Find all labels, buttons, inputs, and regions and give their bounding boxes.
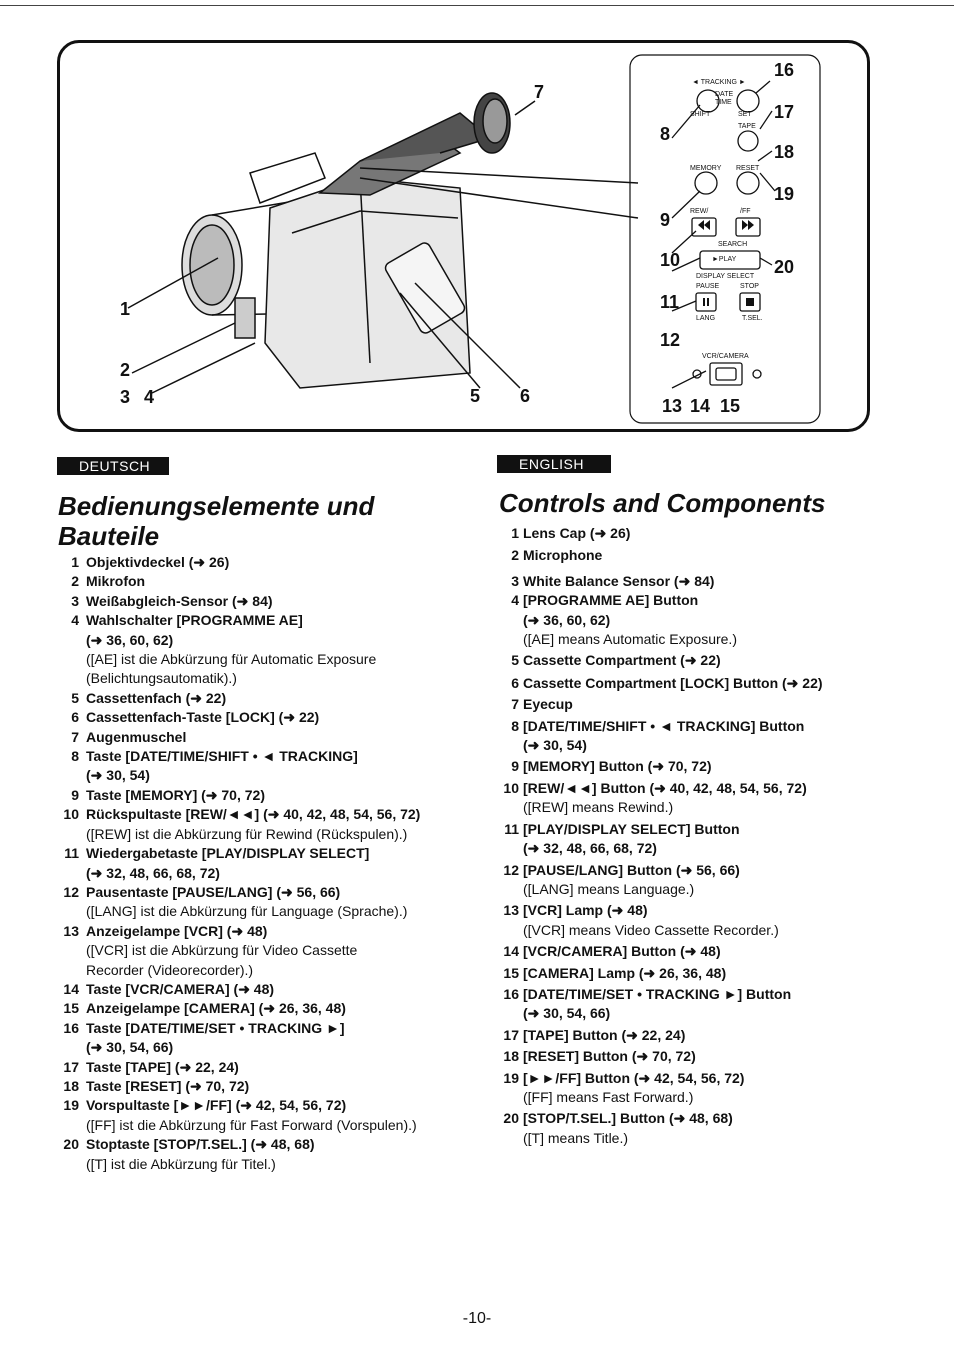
item-number: 20 bbox=[63, 1136, 79, 1153]
item-number: 11 bbox=[64, 845, 79, 862]
label-pause: PAUSE bbox=[696, 283, 720, 290]
list-item bbox=[503, 546, 923, 565]
list-item bbox=[62, 747, 462, 786]
callout-8: 8 bbox=[660, 124, 671, 144]
item-label: Stoptaste [STOP/T.SEL.] (➜ 48, 68) bbox=[86, 1136, 315, 1153]
item-label: Wahlschalter [PROGRAMME AE] bbox=[86, 612, 303, 629]
item-number: 18 bbox=[63, 1077, 79, 1094]
item-label: [RESET] Button (➜ 70, 72) bbox=[523, 1048, 696, 1065]
item-label: Cassette Compartment [LOCK] Button (➜ 22) bbox=[523, 674, 823, 691]
item-label: Vorspultaste [►►/FF] (➜ 42, 54, 56, 72) bbox=[86, 1097, 347, 1114]
callout-2: 2 bbox=[120, 360, 131, 380]
item-number: 2 bbox=[71, 573, 79, 590]
item-label: [PROGRAMME AE] Button bbox=[523, 592, 699, 609]
item-label: Anzeigelampe [CAMERA] (➜ 26, 36, 48) bbox=[86, 1000, 346, 1017]
item-number: 5 bbox=[511, 652, 519, 669]
item-note: ([REW] means Rewind.) bbox=[523, 799, 674, 816]
item-note: ([LANG] ist die Abkürzung für Language (Sprache).) bbox=[86, 903, 408, 920]
item-label: Cassettenfach-Taste [LOCK] (➜ 22) bbox=[86, 709, 320, 726]
item-number: 15 bbox=[503, 964, 519, 981]
item-number: 13 bbox=[63, 922, 79, 939]
label-display-select: DISPLAY SELECT bbox=[696, 273, 755, 280]
item-label: [TAPE] Button (➜ 22, 24) bbox=[523, 1026, 686, 1043]
item-number: 11 bbox=[504, 820, 519, 837]
list-item bbox=[62, 708, 462, 727]
callout-6: 6 bbox=[520, 386, 531, 406]
item-label: Cassette Compartment (➜ 22) bbox=[523, 652, 721, 669]
list-item bbox=[503, 695, 923, 714]
item-number: 15 bbox=[63, 1000, 79, 1017]
item-label: Anzeigelampe [VCR] (➜ 48) bbox=[86, 922, 268, 939]
item-label: (➜ 30, 54, 66) bbox=[523, 1005, 611, 1022]
list-item bbox=[503, 524, 923, 543]
top-rule bbox=[0, 5, 954, 6]
item-number: 20 bbox=[503, 1110, 519, 1127]
list-item bbox=[62, 1135, 462, 1174]
item-number: 12 bbox=[63, 883, 79, 900]
callout-11: 11 bbox=[660, 292, 680, 312]
item-label: Weißabgleich-Sensor (➜ 84) bbox=[86, 592, 273, 609]
callout-18: 18 bbox=[774, 142, 795, 162]
deutsch-title-line2: Bauteile bbox=[58, 521, 160, 551]
item-label: (➜ 32, 48, 66, 68, 72) bbox=[86, 864, 220, 881]
list-item bbox=[503, 591, 923, 649]
item-label: Lens Cap (➜ 26) bbox=[523, 525, 631, 541]
list-item bbox=[62, 1077, 462, 1096]
label-tape: TAPE bbox=[738, 123, 756, 130]
item-number: 2 bbox=[511, 547, 519, 564]
item-number: 17 bbox=[63, 1058, 79, 1075]
list-item bbox=[62, 689, 462, 708]
list-item bbox=[503, 717, 923, 756]
item-note: Recorder (Videorecorder).) bbox=[86, 961, 254, 978]
list-item bbox=[62, 883, 462, 922]
item-number: 6 bbox=[71, 709, 79, 726]
callout-17: 17 bbox=[774, 102, 795, 122]
list-item bbox=[503, 757, 923, 776]
callout-19: 19 bbox=[774, 184, 795, 204]
label-ff: /FF bbox=[740, 208, 751, 215]
item-number: 8 bbox=[511, 717, 519, 734]
item-note: ([VCR] means Video Cassette Recorder.) bbox=[523, 921, 779, 938]
item-label: (➜ 32, 48, 66, 68, 72) bbox=[523, 840, 657, 857]
item-number: 3 bbox=[511, 572, 519, 589]
label-search: SEARCH bbox=[718, 241, 748, 248]
item-number: 17 bbox=[503, 1026, 519, 1043]
label-rew: REW/ bbox=[690, 208, 709, 215]
item-label: [VCR/CAMERA] Button (➜ 48) bbox=[523, 943, 721, 960]
list-item bbox=[503, 820, 923, 859]
callout-9: 9 bbox=[660, 210, 671, 230]
item-label: [►►/FF] Button (➜ 42, 54, 56, 72) bbox=[523, 1069, 745, 1086]
label-set: SET bbox=[738, 111, 752, 118]
item-number: 5 bbox=[71, 689, 79, 706]
item-note: ([REW] ist die Abkürzung für Rewind (Rückspulen).) bbox=[86, 825, 408, 842]
item-number: 7 bbox=[511, 696, 519, 713]
label-vcr-camera: VCR/CAMERA bbox=[702, 353, 749, 360]
english-title: Controls and Components bbox=[499, 488, 826, 518]
item-number: 14 bbox=[503, 943, 519, 960]
label-shift: SHIFT bbox=[690, 111, 711, 118]
camcorder-illustration bbox=[60, 43, 873, 435]
item-number: 3 bbox=[71, 592, 79, 609]
item-label: Mikrofon bbox=[86, 573, 146, 590]
list-item bbox=[503, 572, 923, 591]
item-number: 9 bbox=[71, 786, 79, 803]
item-label: Rückspultaste [REW/◄◄] (➜ 40, 42, 48, 54, 56, 72) bbox=[86, 806, 421, 823]
item-label: [DATE/TIME/SHIFT • ◄ TRACKING] Button bbox=[523, 717, 805, 734]
item-label: [DATE/TIME/SET • TRACKING ►] Button bbox=[523, 985, 792, 1002]
item-number: 8 bbox=[71, 748, 79, 765]
deutsch-title-line1: Bedienungselemente und bbox=[58, 491, 375, 521]
english-tag: ENGLISH bbox=[497, 455, 611, 473]
item-label: Objektivdeckel (➜ 26) bbox=[86, 554, 230, 570]
callout-5: 5 bbox=[470, 386, 481, 406]
list-item bbox=[503, 901, 923, 940]
item-label: Taste [MEMORY] (➜ 70, 72) bbox=[86, 786, 265, 803]
item-note: ([VCR] ist die Abkürzung für Video Cassette bbox=[86, 942, 358, 959]
item-number: 19 bbox=[63, 1097, 79, 1114]
callout-3: 3 bbox=[120, 387, 131, 407]
camcorder-figure bbox=[57, 40, 870, 432]
list-item bbox=[62, 805, 462, 844]
page-number: -10- bbox=[462, 1310, 492, 1327]
list-item bbox=[62, 728, 462, 747]
callout-20: 20 bbox=[774, 257, 795, 277]
label-tracking: ◄ TRACKING ► bbox=[692, 79, 746, 86]
list-item bbox=[503, 1047, 923, 1066]
item-label: [VCR] Lamp (➜ 48) bbox=[523, 902, 648, 919]
callout-12: 12 bbox=[660, 330, 681, 350]
item-label: Eyecup bbox=[523, 696, 573, 713]
item-number: 19 bbox=[503, 1069, 519, 1086]
list-item bbox=[62, 786, 462, 805]
item-number: 1 bbox=[511, 525, 519, 541]
callout-15: 15 bbox=[720, 396, 741, 416]
list-item bbox=[62, 980, 462, 999]
list-item bbox=[503, 1109, 923, 1148]
list-item bbox=[62, 999, 462, 1018]
label-date: DATE bbox=[715, 91, 734, 98]
item-number: 12 bbox=[503, 861, 519, 878]
item-label: [CAMERA] Lamp (➜ 26, 36, 48) bbox=[523, 964, 727, 981]
callout-13: 13 bbox=[662, 396, 683, 416]
item-label: (➜ 30, 54, 66) bbox=[86, 1039, 174, 1056]
item-number: 10 bbox=[503, 779, 519, 796]
list-item bbox=[62, 553, 462, 572]
list-item bbox=[503, 964, 923, 983]
list-item bbox=[503, 1069, 923, 1108]
list-item bbox=[503, 1026, 923, 1045]
item-number: 10 bbox=[63, 806, 79, 823]
item-label: [MEMORY] Button (➜ 70, 72) bbox=[523, 758, 712, 775]
label-lang: LANG bbox=[696, 315, 716, 322]
item-label: (➜ 30, 54) bbox=[86, 767, 150, 784]
item-label: [PLAY/DISPLAY SELECT] Button bbox=[523, 820, 740, 837]
english-list bbox=[503, 524, 923, 1148]
list-item bbox=[62, 1019, 462, 1058]
item-number: 1 bbox=[71, 554, 79, 570]
item-label: White Balance Sensor (➜ 84) bbox=[523, 572, 715, 589]
item-label: Augenmuschel bbox=[86, 728, 187, 745]
label-time: TIME bbox=[715, 99, 732, 106]
item-label: (➜ 30, 54) bbox=[523, 737, 587, 754]
list-item bbox=[62, 592, 462, 611]
item-note: ([FF] means Fast Forward.) bbox=[523, 1088, 694, 1105]
callout-4: 4 bbox=[144, 387, 155, 407]
item-note: ([T] ist die Abkürzung für Titel.) bbox=[86, 1155, 276, 1172]
deutsch-tag: DEUTSCH bbox=[57, 457, 169, 475]
list-item bbox=[503, 861, 923, 900]
item-note: ([T] means Title.) bbox=[523, 1129, 629, 1146]
item-number: 7 bbox=[71, 728, 79, 745]
item-note: ([AE] ist die Abkürzung für Automatic Exposure bbox=[86, 651, 377, 668]
list-item bbox=[503, 942, 923, 961]
list-item bbox=[62, 572, 462, 591]
item-label: (➜ 36, 60, 62) bbox=[86, 631, 174, 648]
item-label: Microphone bbox=[523, 547, 603, 564]
item-label: Taste [TAPE] (➜ 22, 24) bbox=[86, 1058, 239, 1075]
label-tsel: T.SEL. bbox=[742, 315, 763, 322]
deutsch-list bbox=[62, 553, 462, 1174]
item-label: Taste [DATE/TIME/SHIFT • ◄ TRACKING] bbox=[86, 748, 358, 765]
item-number: 13 bbox=[503, 902, 519, 919]
label-stop: STOP bbox=[740, 283, 759, 290]
list-item bbox=[62, 1058, 462, 1077]
item-number: 16 bbox=[503, 985, 519, 1002]
item-number: 9 bbox=[511, 758, 519, 775]
item-number: 18 bbox=[503, 1048, 519, 1065]
list-item bbox=[62, 844, 462, 883]
list-item bbox=[503, 674, 923, 693]
item-note: ([FF] ist die Abkürzung für Fast Forward (Vorspulen).) bbox=[86, 1116, 417, 1133]
item-label: Pausentaste [PAUSE/LANG] (➜ 56, 66) bbox=[86, 883, 341, 900]
item-label: [PAUSE/LANG] Button (➜ 56, 66) bbox=[523, 861, 740, 878]
item-label: [REW/◄◄] Button (➜ 40, 42, 48, 54, 56, 72) bbox=[523, 779, 807, 796]
list-item bbox=[503, 985, 923, 1024]
item-note: ([AE] means Automatic Exposure.) bbox=[523, 631, 737, 648]
item-label: Taste [VCR/CAMERA] (➜ 48) bbox=[86, 980, 275, 997]
label-reset: RESET bbox=[736, 165, 760, 172]
callout-14: 14 bbox=[690, 396, 711, 416]
callout-7: 7 bbox=[534, 82, 545, 102]
list-item bbox=[62, 1096, 462, 1135]
list-item bbox=[62, 922, 462, 980]
item-label: Wiedergabetaste [PLAY/DISPLAY SELECT] bbox=[86, 845, 370, 862]
list-item bbox=[503, 651, 923, 670]
callout-1: 1 bbox=[120, 299, 131, 319]
list-item bbox=[62, 611, 462, 689]
item-label: (➜ 36, 60, 62) bbox=[523, 611, 611, 628]
label-play: ►PLAY bbox=[712, 256, 737, 263]
item-label: Cassettenfach (➜ 22) bbox=[86, 689, 227, 706]
item-number: 16 bbox=[63, 1019, 79, 1036]
item-number: 6 bbox=[511, 674, 519, 691]
list-item bbox=[503, 779, 923, 818]
item-number: 14 bbox=[63, 980, 79, 997]
item-note: ([LANG] means Language.) bbox=[523, 880, 695, 897]
item-number: 4 bbox=[71, 612, 79, 629]
callout-16: 16 bbox=[774, 60, 795, 80]
callout-10: 10 bbox=[660, 250, 681, 270]
item-label: [STOP/T.SEL.] Button (➜ 48, 68) bbox=[523, 1110, 733, 1127]
label-memory: MEMORY bbox=[690, 165, 722, 172]
item-note: (Belichtungsautomatik).) bbox=[86, 670, 237, 687]
item-label: Taste [DATE/TIME/SET • TRACKING ►] bbox=[86, 1019, 345, 1036]
item-number: 4 bbox=[511, 592, 519, 609]
item-label: Taste [RESET] (➜ 70, 72) bbox=[86, 1077, 250, 1094]
